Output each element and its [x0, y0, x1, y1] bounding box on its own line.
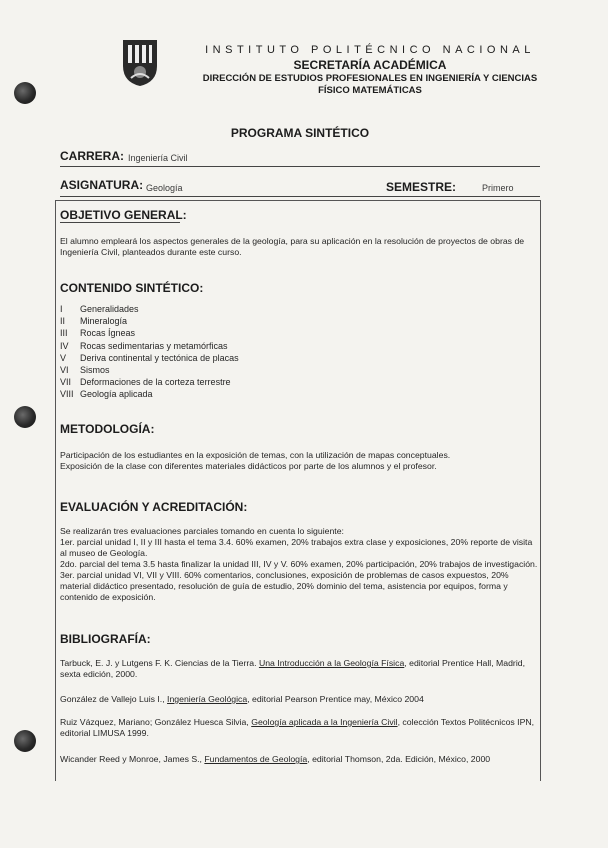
carrera-underline: [60, 166, 540, 167]
evaluacion-intro: Se realizarán tres evaluaciones parciales tomando en cuenta lo siguiente:: [60, 526, 344, 536]
bibliografia-ref: [60, 717, 538, 739]
evaluacion-text: [60, 526, 538, 603]
ref-title: Fundamentos de Geología: [204, 754, 308, 764]
ref-authors: González de Vallejo Luis I.,: [60, 694, 168, 704]
punch-hole-middle: [14, 406, 36, 428]
list-item-number: VI: [60, 365, 69, 376]
asignatura-label: ASIGNATURA:: [60, 178, 144, 192]
list-item-text: Geología aplicada: [80, 389, 153, 400]
ref-title: Geología aplicada a la Ingeniería Civil: [251, 717, 398, 727]
objetivo-heading-underline: [60, 222, 180, 223]
list-item-number: V: [60, 352, 67, 363]
list-item: [60, 327, 239, 339]
bibliografia-heading: BIBLIOGRAFÍA:: [60, 632, 151, 646]
ref-publisher: , editorial Prentice Hall, Madrid, sexta edición, 2000.: [60, 658, 526, 679]
list-item-text: Deriva continental y tectónica de placas: [80, 352, 239, 363]
semestre-label: SEMESTRE:: [386, 180, 457, 194]
asignatura-value: Geología: [146, 183, 183, 193]
evaluacion-parcial-2: 2do. parcial del tema 3.5 hasta finalizar la unidad III, IV y V. 60% examen, 20% participación, 20% trabajos de investigación.: [60, 559, 538, 569]
list-item-number: VIII: [60, 389, 74, 400]
direction-name: [150, 73, 590, 97]
ref-publisher: , colección Textos Politécnicos IPN, editorial LIMUSA 1999.: [60, 717, 535, 738]
metodologia-line-1: Participación de los estudiantes en la exposición de temas, con la utilización de mapas conceptuales.: [60, 450, 451, 460]
list-item-text: Deformaciones de la corteza terrestre: [80, 377, 231, 388]
evaluacion-heading: EVALUACIÓN Y ACREDITACIÓN:: [60, 500, 248, 514]
list-item-number: IV: [60, 340, 69, 351]
bibliografia-ref: [60, 754, 538, 765]
ref-authors: Tarbuck, E. J. y Lutgens F. K. Ciencias de la Tierra.: [60, 658, 259, 668]
list-item-text: Rocas Ígneas: [80, 328, 136, 339]
objetivo-heading: OBJETIVO GENERAL:: [60, 208, 187, 222]
ref-publisher: , editorial Thomson, 2da. Edición, México, 2000: [307, 754, 491, 764]
list-item: [60, 388, 239, 400]
evaluacion-parcial-1: 1er. parcial unidad I, II y III hasta el tema 3.4. 60% examen, 20% trabajos extra clase y exposiciones, 20% reporte de visita al museo de Geología.: [60, 537, 533, 558]
list-item: [60, 315, 239, 327]
list-item-number: I: [60, 304, 63, 314]
metodologia-text: [60, 450, 538, 472]
contenido-heading: CONTENIDO SINTÉTICO:: [60, 281, 204, 295]
contenido-list: [60, 303, 239, 401]
institution-name: INSTITUTO POLITÉCNICO NACIONAL: [205, 44, 535, 56]
list-item-number: III: [60, 328, 68, 339]
list-item: [60, 352, 239, 364]
bibliografia-ref: [60, 694, 538, 705]
ref-authors: Ruiz Vázquez, Mariano; González Huesca Silvia,: [60, 717, 252, 727]
ref-title: Ingeniería Geológica: [167, 694, 248, 704]
punch-hole-bottom: [14, 730, 36, 752]
punch-hole-top: [14, 82, 36, 104]
carrera-value: Ingeniería Civil: [128, 153, 188, 163]
list-item: [60, 340, 239, 352]
ref-publisher: , editorial Pearson Prentice may, México 2004: [247, 694, 424, 704]
semestre-value: Primero: [482, 183, 514, 193]
list-item-text: Generalidades: [80, 304, 139, 314]
page-title: PROGRAMA SINTÉTICO: [230, 126, 370, 140]
bibliografia-ref: [60, 658, 538, 680]
list-item-text: Sismos: [80, 365, 110, 376]
direction-line-2: FÍSICO MATEMÁTICAS: [318, 85, 422, 96]
evaluacion-parcial-3: 3er. parcial unidad VI, VII y VIII. 60% comentarios, conclusiones, exposición de problemas de casos expuestos, 20% material didáctico presentado, resolución de guía de estudio, 20% dominio del tema, asistencia por equipos, forma y contenido de exposición.: [60, 570, 509, 602]
objetivo-text: El alumno empleará los aspectos generales de la geología, para su aplicación en la resolución de proyectos de obras de Ingeniería Civil, planteados durante este curso.: [60, 236, 525, 257]
list-item-text: Mineralogía: [80, 316, 128, 327]
ref-title: Una Introducción a la Geología Física: [258, 658, 405, 668]
metodologia-heading: METODOLOGÍA:: [60, 422, 155, 436]
direction-line-1: DIRECCIÓN DE ESTUDIOS PROFESIONALES EN INGENIERÍA Y CIENCIAS: [202, 73, 538, 84]
ref-authors: Wicander Reed y Monroe, James S.,: [60, 754, 205, 764]
carrera-label: CARRERA:: [60, 149, 124, 163]
list-item: [60, 303, 239, 315]
list-item-number: II: [60, 316, 66, 327]
list-item-text: Rocas sedimentarias y metamórficas: [80, 340, 228, 351]
secretariat-name: SECRETARÍA ACADÉMICA: [293, 58, 447, 72]
list-item-number: VII: [60, 377, 72, 388]
list-item: [60, 376, 239, 388]
asignatura-underline: [60, 196, 540, 197]
list-item: [60, 364, 239, 376]
metodologia-line-2: Exposición de la clase con diferentes materiales didácticos por parte de los alumnos y el profesor.: [60, 461, 437, 471]
